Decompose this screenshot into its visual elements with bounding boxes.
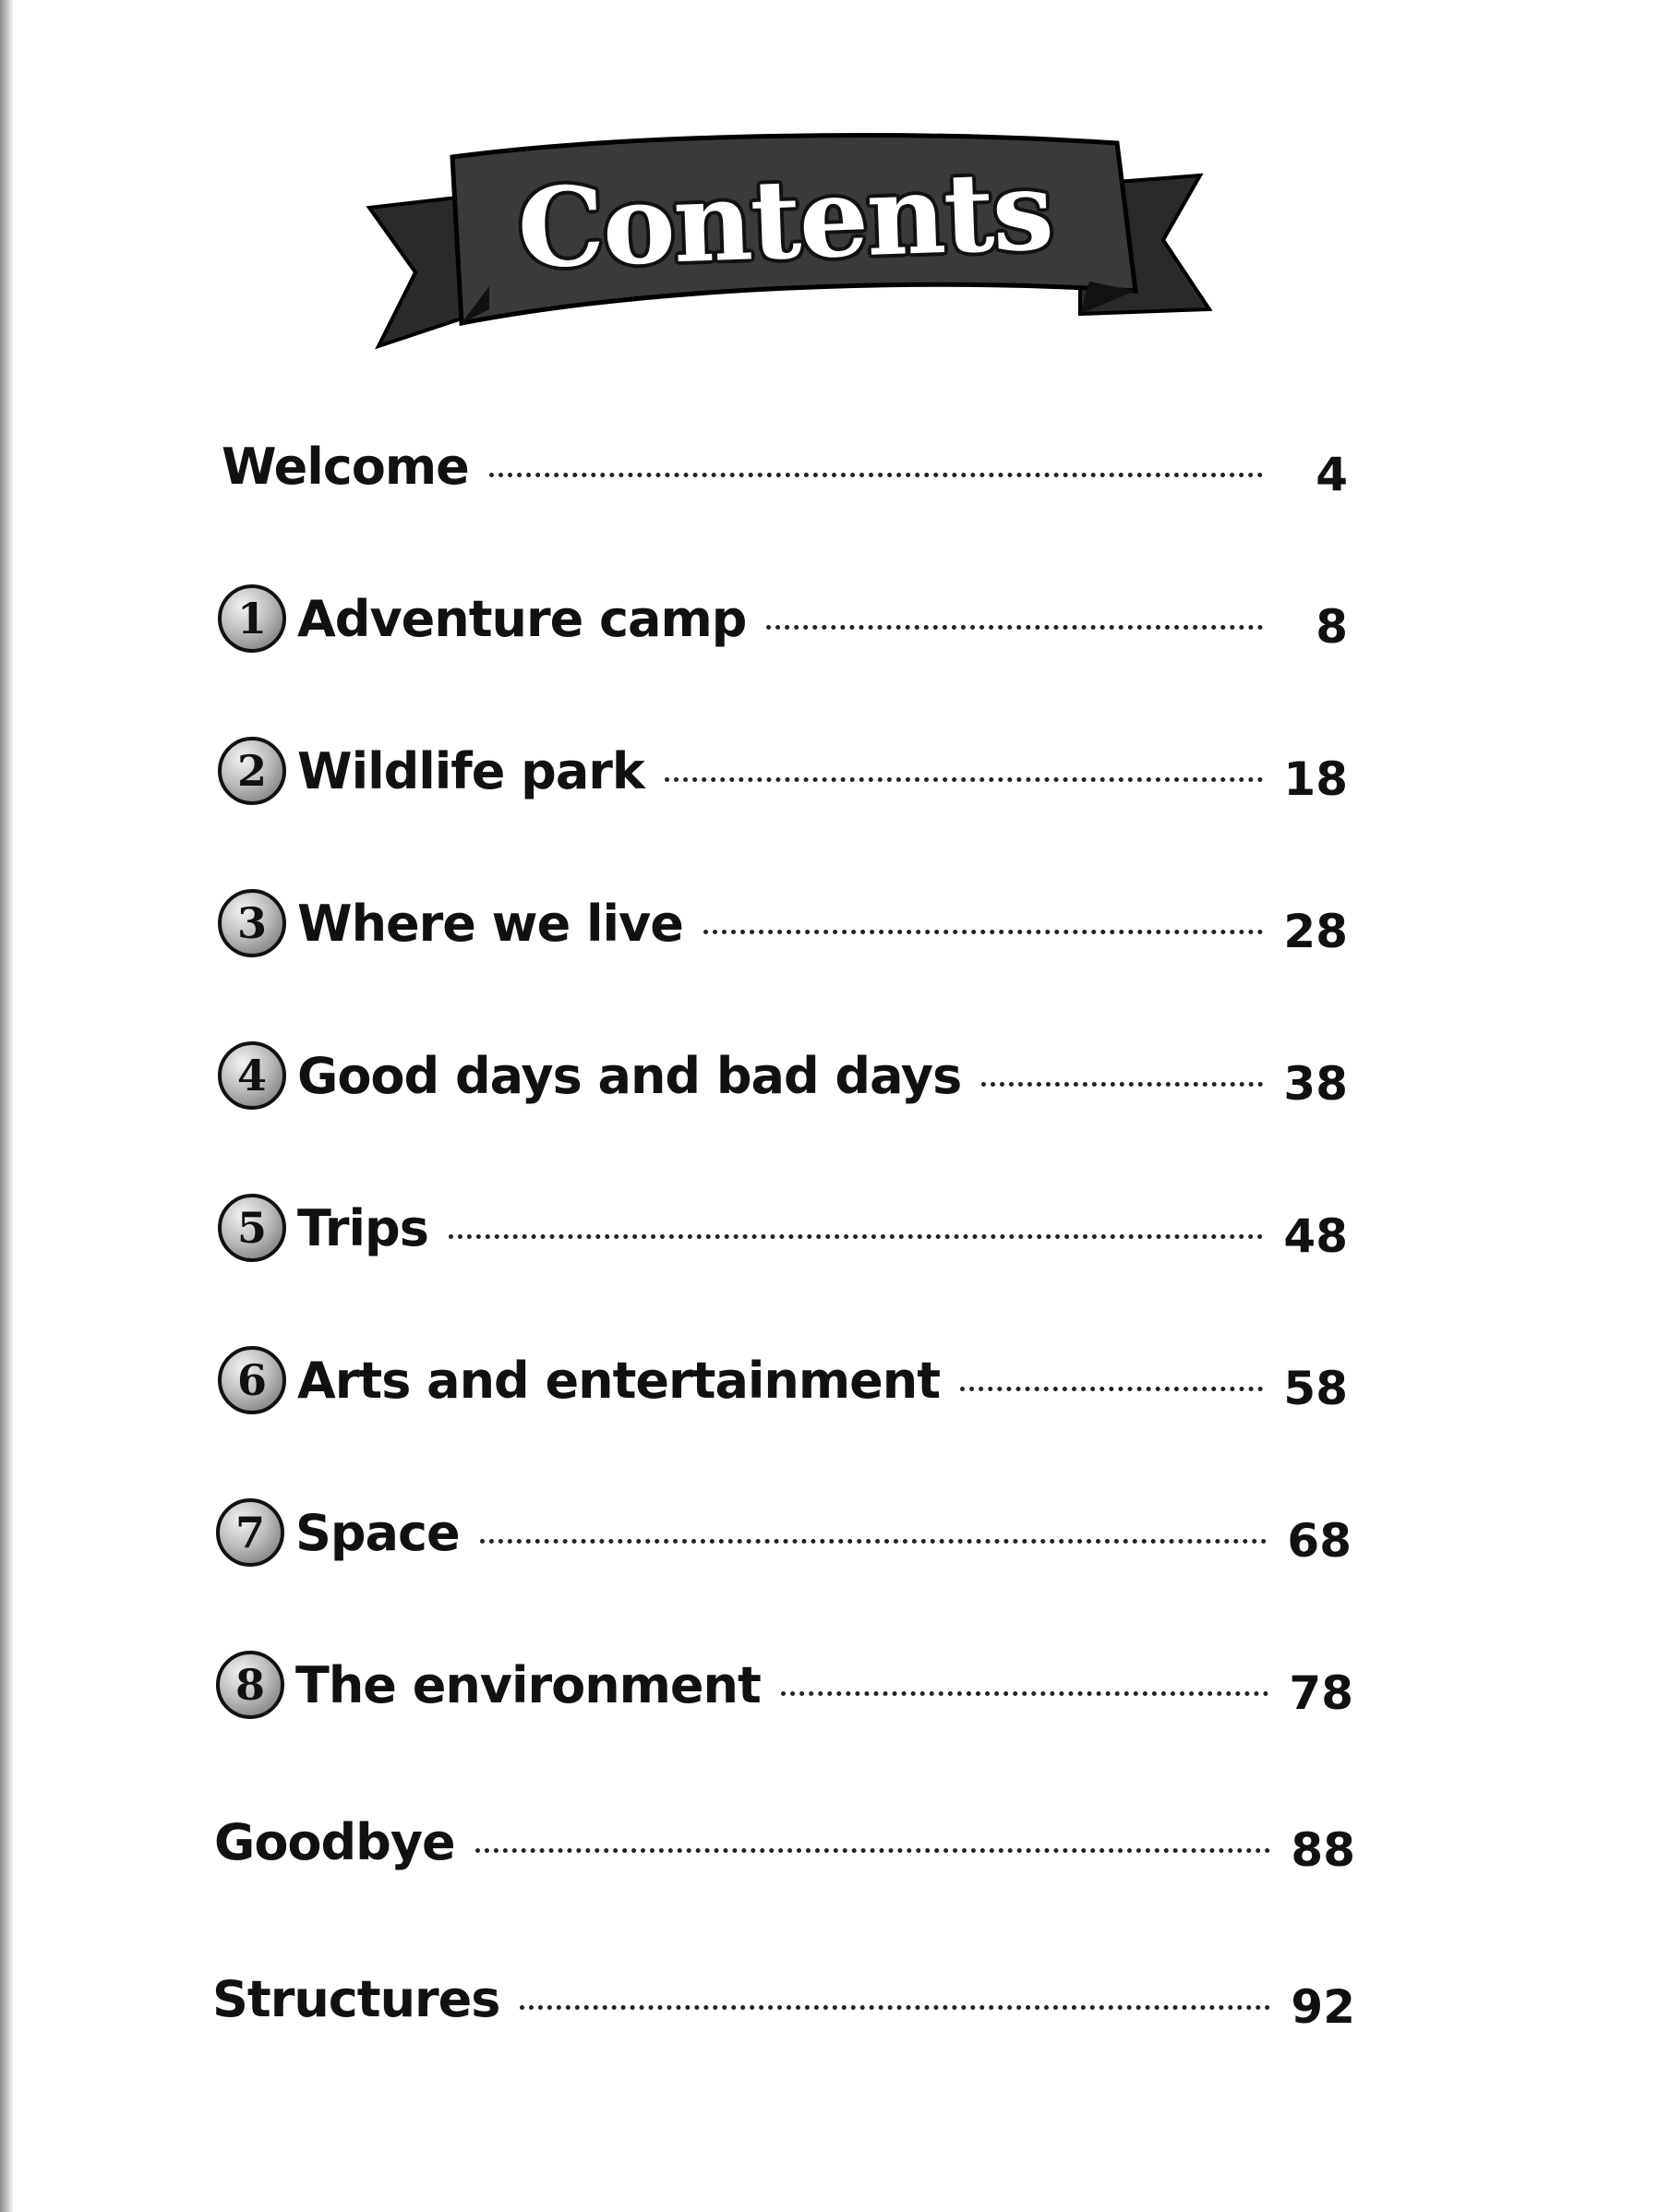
entry-title: Where we live [297, 894, 683, 953]
entry-title: Arts and entertainment [297, 1351, 941, 1410]
unit-number-badge: 4 [218, 1041, 286, 1110]
entry-page-number: 92 [1291, 1980, 1355, 2034]
entry-title: Structures [212, 1969, 500, 2028]
toc-entry-welcome[interactable] [222, 425, 1348, 508]
entry-page-number: 8 [1316, 600, 1348, 654]
entry-title: Adventure camp [297, 589, 747, 648]
entry-page-number: 28 [1283, 905, 1348, 958]
unit-number-badge: 8 [216, 1651, 284, 1719]
toc-entry-unit-2[interactable] [218, 729, 1348, 812]
entry-title: Wildlife park [297, 741, 644, 800]
unit-number-badge: 6 [218, 1346, 286, 1414]
dot-leader [703, 930, 1263, 934]
dot-leader [781, 1691, 1268, 1696]
dot-leader [475, 1848, 1270, 1853]
dot-leader [665, 777, 1263, 782]
unit-number-badge: 1 [218, 584, 286, 653]
toc-entry-goodbye[interactable] [214, 1800, 1355, 1883]
contents-title: Contents [515, 145, 1054, 294]
entry-title: Trips [297, 1198, 428, 1257]
unit-number-badge: 2 [218, 737, 286, 805]
entry-title: Space [295, 1503, 460, 1562]
dot-leader [766, 625, 1263, 630]
entry-title: Goodbye [214, 1812, 455, 1871]
entry-title: Good days and bad days [297, 1046, 962, 1105]
toc-entry-unit-6[interactable] [218, 1339, 1348, 1422]
toc-entry-unit-5[interactable] [218, 1186, 1348, 1269]
toc-entry-unit-4[interactable] [218, 1034, 1348, 1117]
toc-entry-unit-7[interactable] [216, 1491, 1352, 1574]
unit-number-badge: 7 [216, 1498, 284, 1567]
toc-entry-unit-8[interactable] [216, 1643, 1353, 1726]
entry-page-number: 38 [1283, 1057, 1348, 1111]
entry-page-number: 88 [1291, 1823, 1355, 1877]
unit-number-badge: 5 [218, 1194, 286, 1262]
entry-title: Welcome [222, 437, 469, 496]
entry-page-number: 48 [1283, 1209, 1348, 1263]
entry-title: The environment [295, 1655, 761, 1714]
dot-leader [449, 1234, 1263, 1239]
entry-page-number: 58 [1283, 1362, 1348, 1415]
toc-entry-structures[interactable] [212, 1957, 1355, 2040]
dot-leader [960, 1387, 1263, 1391]
dot-leader [981, 1082, 1263, 1087]
dot-leader [489, 473, 1263, 477]
entry-page-number: 4 [1316, 448, 1348, 501]
dot-leader [480, 1539, 1267, 1544]
entry-page-number: 78 [1289, 1666, 1353, 1720]
toc-entry-unit-1[interactable] [218, 577, 1348, 660]
entry-page-number: 68 [1287, 1514, 1352, 1568]
dot-leader [520, 2005, 1270, 2010]
unit-number-badge: 3 [218, 889, 286, 957]
toc-entry-unit-3[interactable] [218, 882, 1348, 965]
page-binding-edge [0, 0, 13, 2212]
entry-page-number: 18 [1283, 752, 1348, 806]
contents-banner [351, 120, 1219, 360]
